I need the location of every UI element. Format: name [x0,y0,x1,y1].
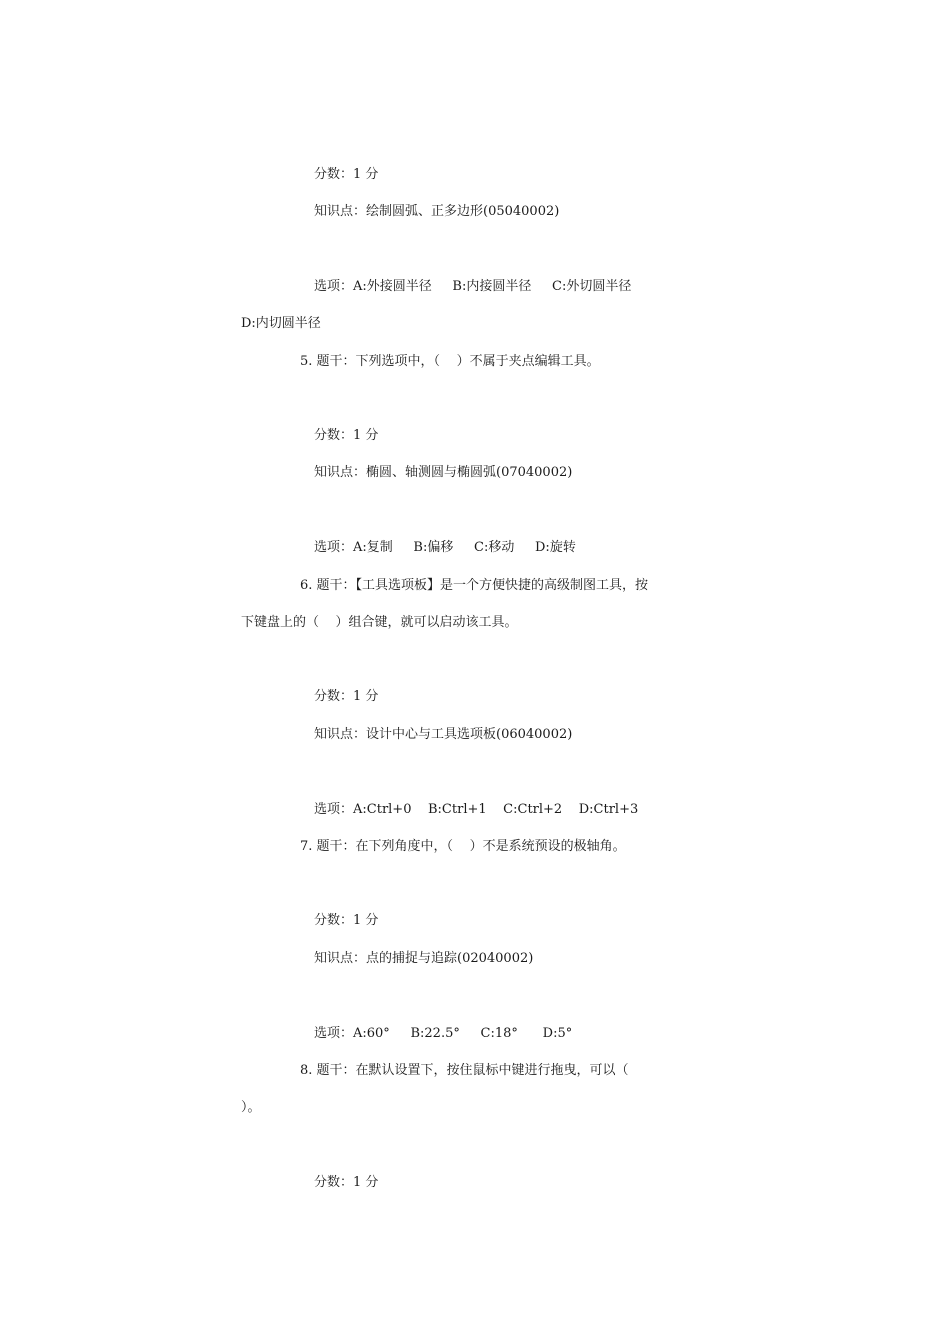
q6-stem-continued: 下键盘上的（ ）组合键，就可以启动该工具。 [241,615,518,630]
q8-score: 分数：1 分 [314,1175,379,1190]
q6-score: 分数：1 分 [314,689,379,704]
q6-options: 选项：A:Ctrl+0 B:Ctrl+1 C:Ctrl+2 D:Ctrl+3 [314,802,639,817]
q7-options: 选项：A:60° B:22.5° C:18° D:5° [314,1026,573,1041]
q6-knowledge-point: 知识点：设计中心与工具选项板(06040002) [314,727,573,742]
q6-stem: 6. 题干：【工具选项板】是一个方便快捷的高级制图工具，按 [300,578,649,593]
q4-options-continued: D:内切圆半径 [241,316,321,331]
q7-knowledge-point: 知识点：点的捕捉与追踪(02040002) [314,951,534,966]
q8-stem-continued: ）。 [241,1100,261,1115]
q7-stem: 7. 题干：在下列角度中，（ ）不是系统预设的极轴角。 [300,839,626,854]
q5-score: 分数：1 分 [314,428,379,443]
q5-knowledge-point: 知识点：椭圆、轴测圆与椭圆弧(07040002) [314,465,573,480]
q5-stem: 5. 题干：下列选项中，（ ）不属于夹点编辑工具。 [300,354,600,369]
q4-knowledge-point: 知识点：绘制圆弧、正多边形(05040002) [314,204,560,219]
q5-options: 选项：A:复制 B:偏移 C:移动 D:旋转 [314,540,576,555]
q7-score: 分数：1 分 [314,913,379,928]
q8-stem: 8. 题干：在默认设置下，按住鼠标中键进行拖曳，可以（ [300,1063,629,1078]
q4-options: 选项：A:外接圆半径 B:内接圆半径 C:外切圆半径 [314,279,632,294]
q4-score: 分数：1 分 [314,167,379,182]
